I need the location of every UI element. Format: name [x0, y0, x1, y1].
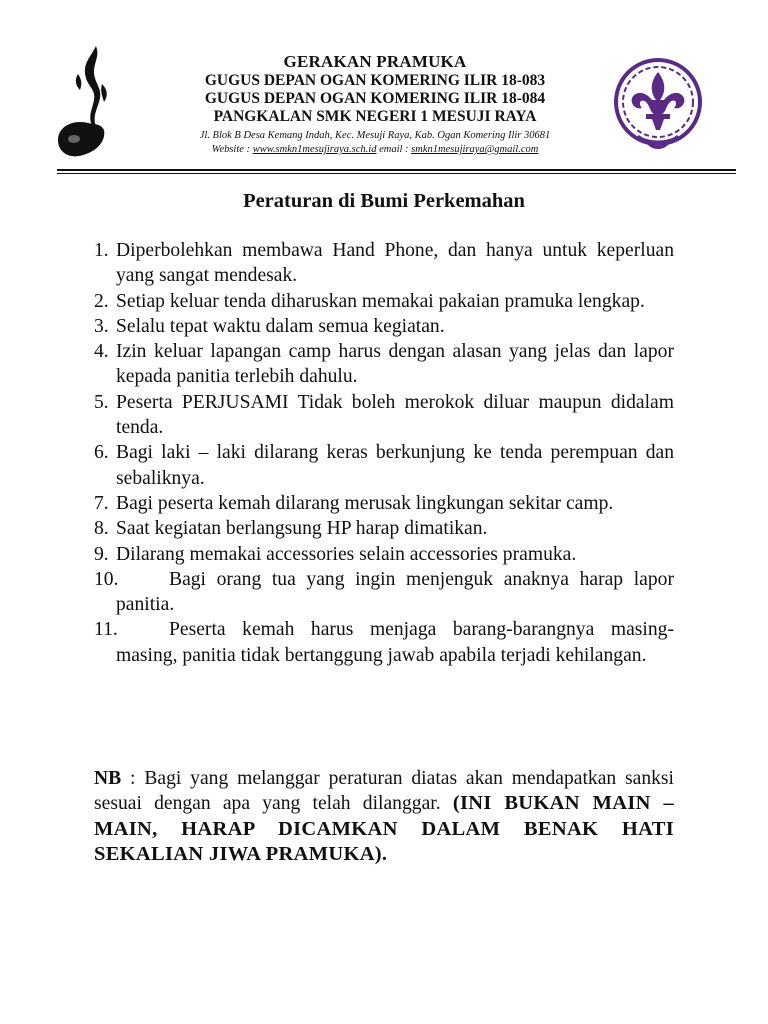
letterhead	[0, 0, 768, 175]
org-name: GERAKAN PRAMUKA	[283, 52, 467, 71]
email-link[interactable]: smkn1mesujiraya@gmail.com	[411, 144, 539, 155]
rule-item: 5. Peserta PERJUSAMI Tidak boleh merokok diluar maupun didalam tenda.	[94, 391, 674, 439]
rule-item: 11. Peserta kemah harus menjaga barang-barangnya masing-masing, panitia tidak bertanggung jawab apabila terjadi kehilangan.	[94, 619, 674, 666]
note-text: : Bagi yang melanggar peraturan diatas akan mendapatkan sanksi sesuai dengan apa yang telah dilanggar.	[94, 768, 674, 815]
rule-item: 4. Izin keluar lapangan camp harus dengan alasan yang jelas dan lapor kepada panitia terlebih dahulu.	[94, 341, 674, 388]
letterhead-rule-thick	[57, 169, 736, 171]
tunas-kelapa-logo-icon	[52, 44, 120, 162]
address: Jl. Blok B Desa Kemang Indah, Kec. Mesuji Raya, Kab. Ogan Komering Ilir 30681	[199, 130, 551, 141]
unit-line-1: GUGUS DEPAN OGAN KOMERING ILIR 18-083	[204, 72, 546, 89]
contact-line	[130, 143, 620, 156]
rule-item: 10. Bagi orang tua yang ingin menjenguk anaknya harap lapor panitia.	[94, 568, 674, 616]
rules-list	[94, 238, 674, 668]
letterhead-text	[130, 52, 620, 156]
note-paragraph	[94, 766, 674, 867]
rule-item: 3. Selalu tepat waktu dalam semua kegiatan.	[94, 315, 445, 337]
rule-item: 9. Dilarang memakai accessories selain accessories pramuka.	[94, 543, 577, 565]
unit-line-3: PANGKALAN SMK NEGERI 1 MESUJI RAYA	[213, 108, 537, 125]
letterhead-rule-thin	[57, 173, 736, 174]
rule-item: 7. Bagi peserta kemah dilarang merusak lingkungan sekitar camp.	[94, 492, 614, 514]
rule-item: 1. Diperbolehkan membawa Hand Phone, dan hanya untuk keperluan yang sangat mendesak.	[94, 240, 674, 287]
rule-item: 2. Setiap keluar tenda diharuskan memakai pakaian pramuka lengkap.	[94, 290, 645, 312]
note-label: NB	[94, 768, 122, 789]
unit-line-2: GUGUS DEPAN OGAN KOMERING ILIR 18-084	[204, 90, 546, 107]
world-scout-emblem-icon	[612, 56, 704, 154]
website-label: Website :	[211, 144, 251, 155]
document-title: Peraturan di Bumi Perkemahan	[243, 190, 525, 212]
rule-item: 6. Bagi laki – laki dilarang keras berkunjung ke tenda perempuan dan sebaliknya.	[94, 442, 674, 489]
rule-item: 8. Saat kegiatan berlangsung HP harap dimatikan.	[94, 518, 488, 540]
note-emphasis: (INI BUKAN MAIN – MAIN, HARAP DICAMKAN DALAM BENAK HATI SEKALIAN JIWA PRAMUKA).	[94, 792, 674, 865]
website-link[interactable]: www.smkn1mesujiraya.sch.id	[252, 144, 377, 155]
email-label: email :	[379, 144, 409, 155]
